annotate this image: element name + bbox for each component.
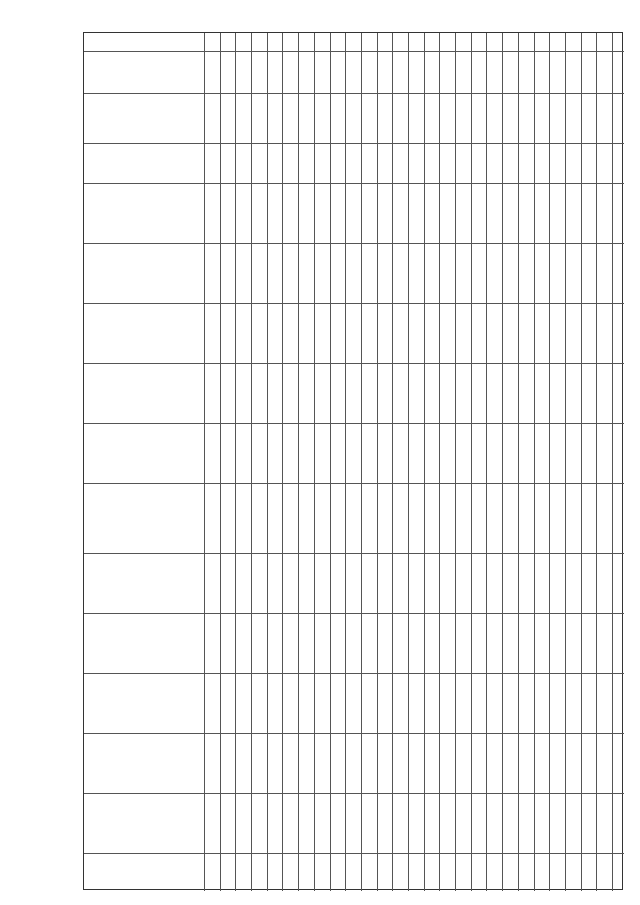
grid-vline: [534, 33, 535, 891]
grid-hline: [84, 183, 624, 184]
grid-vline: [424, 33, 425, 891]
grid-vline: [439, 33, 440, 891]
grid-vline: [581, 33, 582, 891]
grid-hline: [84, 303, 624, 304]
grid-vline: [314, 33, 315, 891]
grid-hline: [84, 553, 624, 554]
grid-vline: [267, 33, 268, 891]
grid-vline: [330, 33, 331, 891]
grid-hline: [84, 93, 624, 94]
grid-hline: [84, 613, 624, 614]
budget-table-sheet: [83, 32, 623, 890]
grid-vline: [392, 33, 393, 891]
grid-vline: [471, 33, 472, 891]
grid-hline: [84, 853, 624, 854]
grid-vline: [549, 33, 550, 891]
grid-vline: [518, 33, 519, 891]
grid-hline: [84, 243, 624, 244]
grid-hline: [84, 733, 624, 734]
grid-vline: [204, 33, 205, 891]
grid-hline: [84, 423, 624, 424]
grid-hline: [84, 143, 624, 144]
grid-hline: [84, 51, 624, 52]
grid-hline: [84, 483, 624, 484]
grid-vline: [502, 33, 503, 891]
grid-hline: [84, 793, 624, 794]
grid-vline: [345, 33, 346, 891]
grid-vline: [251, 33, 252, 891]
grid-vline: [455, 33, 456, 891]
grid-vline: [220, 33, 221, 891]
grid-vline: [565, 33, 566, 891]
grid-hline: [84, 673, 624, 674]
grid-vline: [298, 33, 299, 891]
grid-vline: [612, 33, 613, 891]
grid-vline: [282, 33, 283, 891]
grid-vline: [486, 33, 487, 891]
grid-vline: [596, 33, 597, 891]
grid-vline: [377, 33, 378, 891]
grid-vline: [235, 33, 236, 891]
grid-vline: [361, 33, 362, 891]
grid-vline: [408, 33, 409, 891]
grid-hline: [84, 363, 624, 364]
